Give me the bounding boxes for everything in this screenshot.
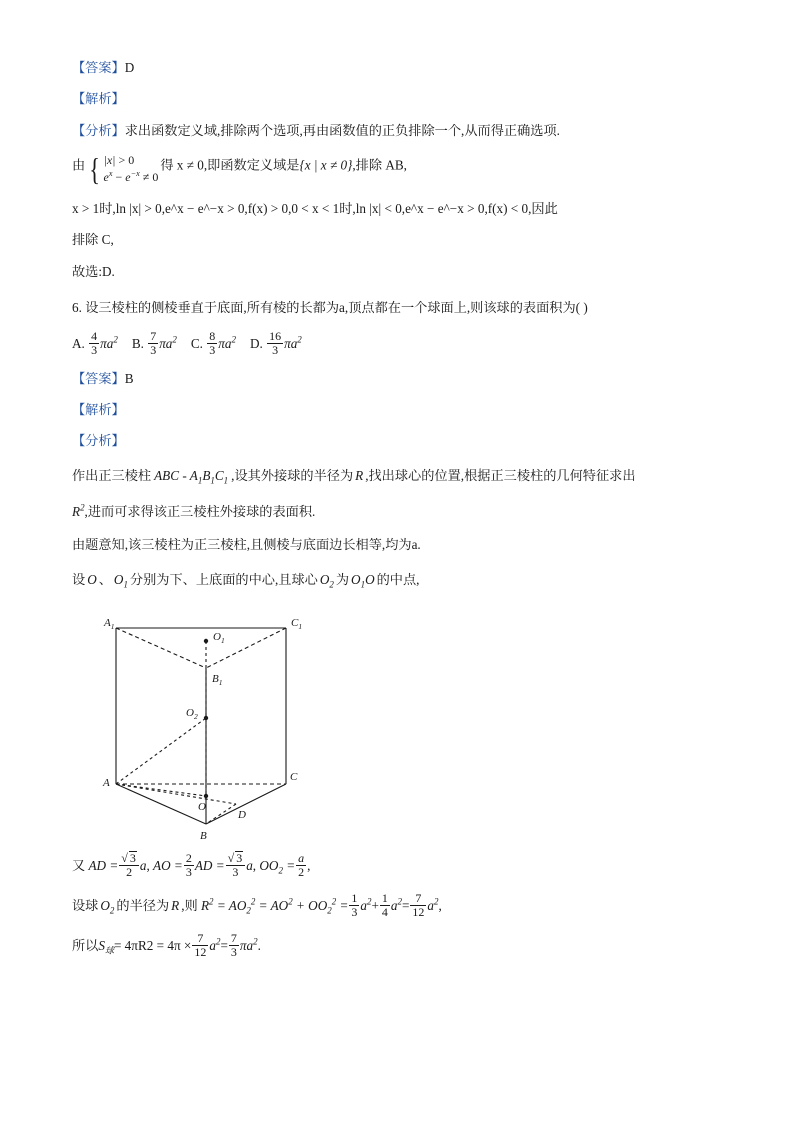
c2-f1d: 3 <box>351 905 358 920</box>
frac1-den: 2 <box>119 865 139 879</box>
option-b-label: B. <box>131 335 144 351</box>
ao-equals: AO = <box>153 857 183 873</box>
c2-t3: $a^2$ <box>427 896 439 913</box>
answer-value-5: D <box>124 60 135 75</box>
option-c-label: C. <box>190 335 203 351</box>
setup-comma: 、 <box>98 571 112 587</box>
frac4-num: a <box>298 850 305 865</box>
frac2-num: 2 <box>185 850 192 865</box>
triangular-prism-diagram <box>86 606 406 841</box>
c3-eq: = <box>220 937 228 953</box>
option-b-den: 3 <box>150 343 157 358</box>
analyze-line-5 <box>72 121 718 141</box>
option-b-num: 7 <box>150 328 157 343</box>
prism-notation: ABC - $A_1B_1C_1$ <box>154 467 229 486</box>
option-d-num: 16 <box>269 328 282 343</box>
analyze-text-b: ,设其外接球的半径为 <box>231 467 354 483</box>
ad-equals: AD = <box>88 857 119 873</box>
brace-icon: { <box>89 150 101 187</box>
option-a[interactable]: A. $\frac{4}{3}$ $\pi a^2$ <box>72 328 118 358</box>
point-O2-dot <box>204 715 208 719</box>
detail-lead-5: 由 <box>72 157 86 173</box>
c2-R: R <box>171 897 180 913</box>
setup-text-c: 为 <box>335 571 350 587</box>
c2-t2: $a^2$ <box>390 896 402 913</box>
label-D: D <box>238 808 246 821</box>
ad-equals-2: AD = <box>194 857 225 873</box>
c2-O2: $O_2$ <box>100 897 115 916</box>
conclusion-prefix: 又 <box>72 857 86 873</box>
analyze-line2-6 <box>72 499 718 524</box>
a-1: a <box>139 857 147 873</box>
c3-text-b: = 4πR2 = 4π × <box>113 937 192 953</box>
conclusion-line-2 <box>72 891 718 920</box>
answer-value-6: B <box>124 370 134 386</box>
analysis-header-6 <box>72 400 718 420</box>
c2-plus: + <box>371 897 379 913</box>
c2-f2n: 1 <box>381 890 388 905</box>
detail-line-6 <box>72 535 718 555</box>
c3-S: $S_球$ <box>98 937 114 956</box>
c2-end: , <box>438 897 442 913</box>
option-a-num: 4 <box>91 328 98 343</box>
option-c-den: 3 <box>209 343 216 358</box>
c2-eq1: $R^2 = AO_2^2 = AO^2 + OO_2^2$ = <box>200 896 349 916</box>
option-b[interactable]: B. $\frac{7}{3}$ $\pi a^2$ <box>131 328 177 358</box>
answer-line-5 <box>72 58 718 78</box>
frac1-num: √ 3 <box>121 850 136 865</box>
analysis-label: 【解析】 <box>72 91 125 107</box>
label-O2: $O_2$ <box>186 706 198 721</box>
conclusion-line-1 <box>72 851 718 880</box>
setup-text-d: 的中点, <box>376 571 420 587</box>
label-O1: $O_1$ <box>213 630 225 645</box>
label-B: B <box>200 829 207 841</box>
analyze-text-d: ,进而可求得该正三棱柱外接球的表面积. <box>84 504 316 520</box>
answer-label-6: 【答案】 <box>72 370 125 386</box>
analyze-text-a: 作出正三棱柱 <box>72 467 152 483</box>
frac4-den: 2 <box>298 865 305 880</box>
option-d[interactable]: D. $\frac{16}{3}$ $\pi a^2$ <box>249 328 302 358</box>
detail-text4-5: 故选:D. <box>72 263 115 279</box>
label-O: O <box>198 800 206 813</box>
question-number-6: 6. <box>72 300 82 316</box>
option-a-den: 3 <box>91 343 98 358</box>
point-O2: $O_2$ <box>319 571 334 590</box>
detail-text2-5: x > 1时,ln |x| > 0,e^x − e^−x > 0,f(x) > 0,0 < x < 1时,ln |x| < 0,e^x − e^−x > 0,f(x) < 0,因此 <box>72 200 558 216</box>
c3-f2n: 7 <box>230 930 237 945</box>
conclusion-line-3 <box>72 931 718 960</box>
c3-f1n: 7 <box>197 930 204 945</box>
frac3-num: √ 3 <box>227 850 243 865</box>
c3-f2d: 3 <box>230 945 237 960</box>
setup-line-6 <box>72 567 718 592</box>
c2-text-a: 设球 <box>72 897 99 913</box>
radius-symbol: R <box>355 467 364 483</box>
c2-text-c: ,则 <box>181 897 198 913</box>
a-2: a <box>246 857 253 873</box>
answer-line-6 <box>72 369 718 389</box>
c2-f3d: 12 <box>412 905 425 920</box>
c2-f1n: 1 <box>351 890 358 905</box>
detail-end-5: ,排除 AB, <box>352 157 407 173</box>
label-C1: $C_1$ <box>291 616 303 631</box>
oo2-equals: $OO_2$ = <box>259 857 296 876</box>
line1-end: , <box>307 857 311 873</box>
analyze-text-c: ,找出球心的位置,根据正三棱柱的几何特征求出 <box>365 467 636 483</box>
option-c[interactable]: C. $\frac{8}{3}$ $\pi a^2$ <box>190 328 236 358</box>
frac3-den: 3 <box>226 865 246 879</box>
detail-line4-5 <box>72 262 718 282</box>
options-6 <box>72 330 718 358</box>
option-d-den: 3 <box>267 343 283 357</box>
r-squared-symbol: $R^2$ <box>72 502 85 520</box>
c2-f3n: 7 <box>415 890 422 905</box>
domain-set: {x | x ≠ 0} <box>299 157 353 173</box>
analysis-header-5 <box>72 89 718 109</box>
label-C: C <box>290 770 298 783</box>
inequality-system: { |x| > 0 $e^x - e^{-x} \ne 0$ <box>89 150 159 187</box>
detail-line2-5 <box>72 199 718 219</box>
point-O-dot <box>204 793 208 797</box>
question-text-6: 设三棱柱的侧棱垂直于底面,所有棱的长都为a,顶点都在一个球面上,则该球的表面积为( ) <box>85 300 588 316</box>
setup-text-b: 分别为下、上底面的中心,且球心 <box>129 571 318 587</box>
point-O: O <box>87 571 97 587</box>
analyze-text-5: 求出函数定义域,排除两个选项,再由函数值的正负排除一个,从而得正确选项. <box>124 122 560 138</box>
c3-t2: $\pi a^2$ <box>239 936 258 953</box>
analyze-label: 【分析】 <box>72 122 125 138</box>
prism-svg <box>86 606 386 841</box>
point-O1: $O_1$ <box>113 571 128 590</box>
c2-eq2: = <box>401 897 410 913</box>
label-A: A <box>103 776 110 789</box>
analyze-header-6 <box>72 431 718 451</box>
c3-text-a: 所以 <box>72 937 99 953</box>
c3-t1: $a^2$ <box>209 936 221 953</box>
c2-text-b: 的半径为 <box>116 897 170 913</box>
c3-end: . <box>257 937 261 953</box>
analysis-label-6: 【解析】 <box>72 402 125 418</box>
sep-2: , <box>252 857 257 873</box>
c2-t1: $a^2$ <box>360 896 372 913</box>
detail-text3-5: 排除 C, <box>72 232 114 248</box>
detail-line3-5 <box>72 230 718 250</box>
segment-O1O: $O_1O$ <box>351 571 375 590</box>
c3-f1d: 12 <box>194 945 207 960</box>
analyze-label-6: 【分析】 <box>72 433 125 449</box>
c2-f2d: 4 <box>381 905 388 920</box>
option-c-num: 8 <box>209 328 216 343</box>
answer-label: 【答案】 <box>72 60 125 75</box>
label-B1: $B_1$ <box>212 672 223 687</box>
option-a-label: A. <box>72 335 85 351</box>
analyze-line1-6 <box>72 463 718 488</box>
label-A1: $A_1$ <box>104 616 115 631</box>
option-d-label: D. <box>249 335 263 351</box>
detail-text-6: 由题意知,该三棱柱为正三棱柱,且侧棱与底面边长相等,均为a. <box>72 537 421 553</box>
frac2-den: 3 <box>185 865 192 880</box>
question-6 <box>72 298 718 318</box>
detail-line-5 <box>72 150 718 187</box>
point-O1-dot <box>204 638 208 642</box>
detail-mid-5: 得 x ≠ 0,即函数定义域是 <box>160 157 300 173</box>
sep-1: , <box>146 857 150 873</box>
setup-text-a: 设 <box>72 571 86 587</box>
